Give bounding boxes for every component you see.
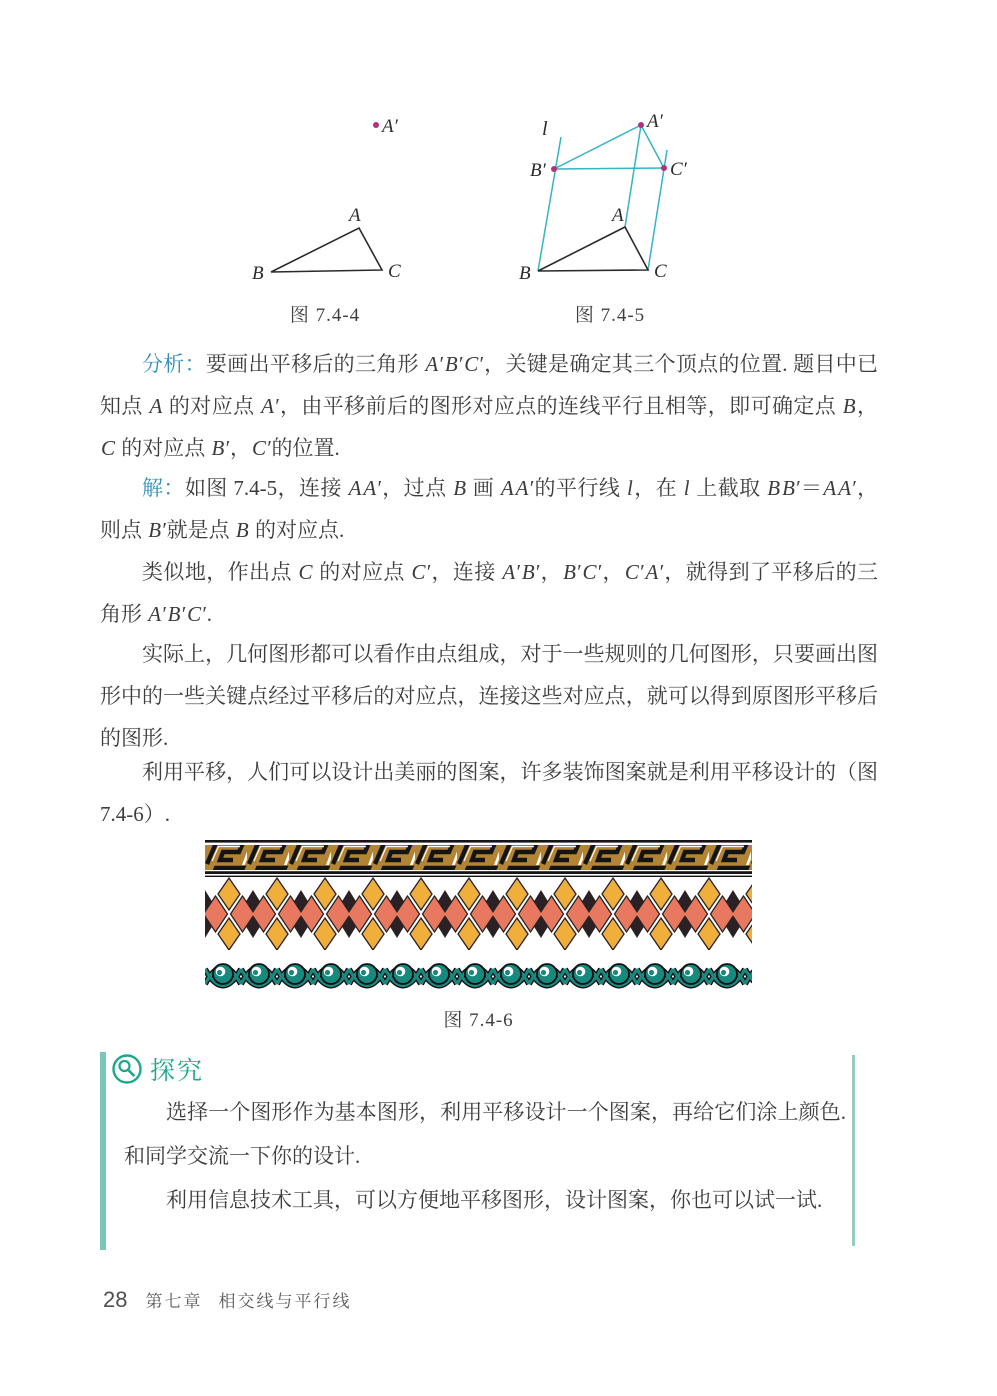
explore-paragraph-1-text: 选择一个图形作为基本图形，利用平移设计一个图案，再给它们涂上颜色. 和同学交流一下你的设计. [124,1100,846,1168]
solution-label: 解： [142,476,185,500]
magnifier-badge-icon [111,1053,143,1085]
triangle-abc [271,228,382,272]
figure-caption-7-4-5: 图 7.4-5 [574,305,646,326]
similarly-text: 类似地，作出点 C 的对应点 C′，连接 A′B′，B′C′，C′A′，就得到了平移后的三角形 A′B′C′. [100,560,879,626]
figure-caption-7-4-4: 图 7.4-4 [289,305,361,326]
chapter-label: 第七章 [145,1292,203,1311]
point-a-prime [638,122,644,128]
label-b-prime: B′ [530,160,546,181]
point-c-prime [661,165,667,171]
figure-7-4-4 [235,95,485,330]
similarly-paragraph [100,551,878,635]
analysis-text: 要画出平移后的三角形 A′B′C′，关键是确定其三个顶点的位置. 题目中已知点 A 的对应点 A′，由平移前后的图形对应点的连线平行且相等，即可确定点 B，C 的对应点 B′，C′的位置. [100,352,879,460]
diamond-band [205,877,752,950]
chapter-title: 相交线与平行线 [218,1292,352,1311]
label-a-prime: A′ [382,116,398,137]
segment-aa-prime [625,125,641,227]
explore-right-bar [852,1055,855,1246]
analysis-label: 分析： [142,352,206,376]
band-bottom-rule [205,871,752,874]
meander-strip [205,845,752,870]
line-l [538,137,561,271]
explore-left-bar [100,1052,106,1250]
page-footer [103,1287,351,1313]
label-a: A [349,205,361,226]
label-c-prime: C′ [670,159,687,180]
design-paragraph [100,751,878,835]
keypoints-paragraph [100,633,878,759]
point-a-prime [373,122,379,128]
segment-a-prime-b-prime [554,125,641,169]
design-text: 利用平移，人们可以设计出美丽的图案，许多装饰图案就是利用平移设计的（图 7.4-6）. [100,760,878,826]
label-b: B [519,263,531,284]
construction-lines [538,125,667,271]
point-b-prime [551,166,557,172]
band-top-rule [205,840,752,843]
explore-paragraph-1 [124,1090,846,1178]
label-c: C [654,261,667,282]
solution-paragraph [100,467,878,551]
diamond-strip [205,877,752,950]
explore-paragraph-2 [124,1178,846,1222]
label-c: C [388,261,401,282]
segment-b-prime-c-prime [554,168,664,169]
figure-7-4-5 [500,95,750,330]
figure-caption-7-4-6: 图 7.4-6 [443,1010,514,1031]
keypoints-text: 实际上，几何图形都可以看作由点组成，对于一些规则的几何图形，只要画出图形中的一些关键点经过平移后的对应点，连接这些对应点，就可以得到原图形平移后的图形. [100,642,878,750]
explore-title: 探究 [150,1057,205,1085]
label-b: B [252,263,264,284]
wave-strip [205,957,752,995]
meander-band [205,840,752,877]
wave-band [205,957,752,995]
explore-paragraph-2-text: 利用信息技术工具，可以方便地平移图形，设计图案，你也可以试一试. [166,1188,823,1212]
page-number: 28 [103,1287,128,1312]
solution-text: 如图 7.4-5，连接 AA′，过点 B 画 AA′的平行线 l，在 l 上截取 BB′＝AA′，则点 B′就是点 B 的对应点. [100,476,879,542]
analysis-paragraph [100,343,878,469]
label-a-prime: A′ [647,111,663,132]
label-l: l [542,118,548,140]
triangle-abc [538,227,648,271]
label-a: A [612,205,624,226]
